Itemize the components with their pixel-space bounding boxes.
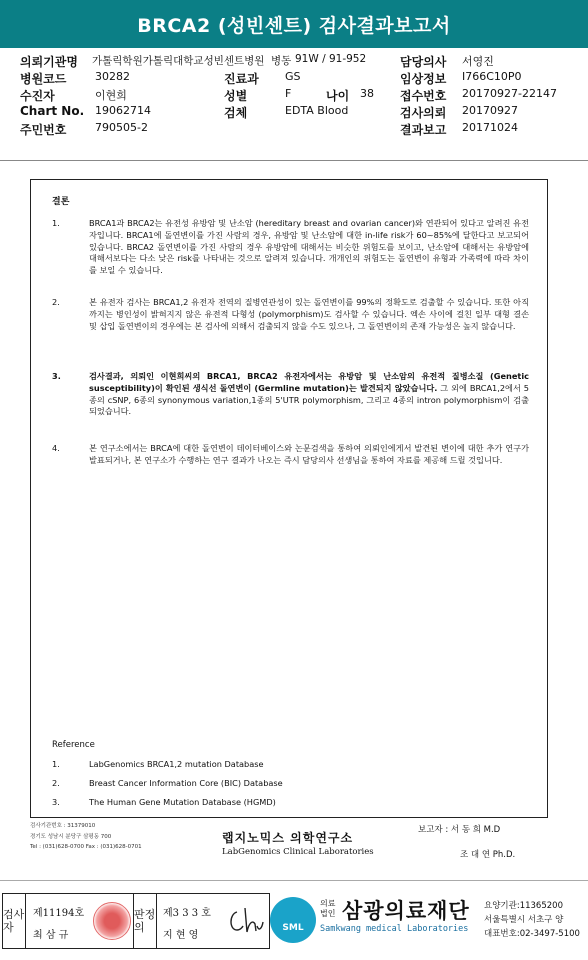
sex-label: 성별: [224, 89, 248, 103]
specimen-label: 검체: [224, 106, 248, 120]
request-value: 20170927: [462, 104, 518, 117]
reference-text: LabGenomics BRCA1,2 mutation Database: [89, 759, 264, 769]
age-label: 나이: [326, 89, 350, 103]
patient-info: [20, 52, 580, 137]
seal-icon: [93, 902, 131, 940]
variant-summary: 그 외에 BRCA1,2에서 5종의 cSNP, 6종의 synonymous variation,1종의 5'UTR polymorphism, 그리고 4종의 intron polymorphism이 검출되었습니다.: [89, 382, 529, 417]
dept-value: GS: [285, 70, 301, 83]
specimen-value: EDTA Blood: [285, 104, 349, 117]
hospital-code-value: 30282: [95, 70, 130, 83]
section-text: [89, 371, 529, 418]
clinical-label: 임상정보: [400, 72, 447, 86]
reference-text: The Human Gene Mutation Database (HGMD): [89, 797, 276, 807]
examiner-label: 검사자: [3, 894, 26, 948]
institution-label: 의뢰기관명: [20, 55, 78, 69]
chart-value: 19062714: [95, 104, 151, 117]
institution-value: 가톨릭학원가톨릭대학교성빈센트병원: [92, 55, 265, 67]
result-statement: 검사결과, 의뢰인 이현희씨의 BRCA1, BRCA2 유전자에서는 유방암 및 난소암의 유전적 질병소질 (Genetic susceptibility)이 확인된 생식선 돌연변이 (Germline mutation)는 발견되지 않았습니다.: [89, 371, 529, 393]
footer-divider: [0, 880, 588, 881]
sex-value: F: [285, 87, 292, 100]
doctor-value: 서영진: [462, 55, 494, 68]
reference-number: 3.: [52, 797, 60, 807]
ward-label: 병동: [271, 55, 292, 67]
section-text: 본 유전자 검사는 BRCA1,2 유전자 전역의 질병연관성이 있는 돌연변이를 99%의 정확도로 검출할 수 있습니다. 또한 아직까지는 병인성이 밝혀지지 않은 유전적 다형성 (polymorphism)도 검사할 수 있습니다. 엑손 사이에 걸친 일부 대형 결손 및 삽입 돌연변이의 경우에는 본 검사에 의해서 검출되지 않을 수도 있으나, 그 돌연변이의 존재 가능성은 높지 않습니다.: [89, 297, 529, 331]
age-value: 38: [360, 87, 374, 100]
reporter: 보고자 : 서 동 희 M.D: [418, 825, 501, 835]
org-phone: 대표번호:02-3497-5100: [484, 929, 580, 939]
org-code: 요양기관:11365200: [484, 901, 563, 911]
section-text: 본 연구소에서는 BRCA에 대한 돌연변이 데이터베이스와 논문검색을 통하여 의뢰인에게서 발견된 변이에 대한 추가 연구가 발표되거나, 본 연구소가 수행하는 연구 결과가 나오는 즉시 담당의사 선생님을 통하여 자료를 제공해 드릴 것입니다.: [89, 443, 529, 465]
org-type-line: 의료: [320, 899, 336, 908]
report-date-label: 결과보고: [400, 123, 447, 137]
resident-label: 주민번호: [20, 123, 67, 137]
report-date-value: 20171024: [462, 121, 518, 134]
org-type: [320, 899, 335, 919]
reviewer: 조 대 연 Ph.D.: [460, 850, 516, 860]
reference-number: 1.: [52, 759, 60, 769]
judge-label: 판정의: [133, 894, 157, 948]
judge-license: 제3 3 3 호: [163, 908, 211, 919]
report-title: BRCA2 (성빈센트) 검사결과보고서: [0, 0, 588, 48]
report-body: [30, 179, 548, 818]
lab-name-kr: 랩지노믹스 의학연구소: [222, 831, 354, 845]
org-type-line: 법인: [320, 909, 336, 918]
org-name-en: Samkwang medical Laboratories: [320, 924, 469, 934]
lab-name-en: LabGenomics Clinical Laboratories: [222, 847, 374, 857]
hospital-code-label: 병원코드: [20, 72, 67, 86]
approval-stamp-box: [2, 893, 270, 949]
resident-value: 790505-2: [95, 121, 148, 134]
lab-reg-no: 검사기관번호 : 31379010: [30, 823, 96, 829]
org-address: 서울특별시 서초구 양: [484, 915, 564, 925]
ward-value: 91W / 91-952: [295, 53, 367, 65]
examiner-name: 최 삼 규: [33, 930, 69, 941]
sml-logo-icon: [270, 897, 316, 943]
doctor-label: 담당의사: [400, 55, 447, 69]
receipt-label: 접수번호: [400, 89, 447, 103]
logo-text: SML: [282, 923, 304, 933]
examiner-license: 제11194호: [33, 908, 85, 919]
reference-number: 2.: [52, 778, 60, 788]
dept-label: 진료과: [224, 72, 259, 86]
section-number: 4.: [52, 443, 60, 453]
reference-heading: Reference: [52, 740, 95, 750]
signature-icon: [225, 904, 265, 938]
section-text: BRCA1과 BRCA2는 유전성 유방암 및 난소암 (hereditary breast and ovarian cancer)와 연관되어 있다고 알려진 유전자입니다. BRCA1에 돌연변이를 가진 사람의 경우, 유방암 및 난소암에 대한 in-life risk가 60~85%에 달한다고 보고되어 있습니다. BRCA2 돌연변이를 가진 사람의 경우 유방암에 대해서는 비슷한 위험도를 보이고, 난소암에 대해서는 유방암에 대해서보다는 다소 낮은 risk를 나타내는 것으로 알려져 있습니다. 개개인의 위험도는 돌연변이 유형과 가족력에 따라 차이를 보일 수 있습니다.: [89, 218, 529, 276]
section-number: 2.: [52, 297, 60, 307]
patient-value: 이현희: [95, 89, 127, 102]
header-divider: [0, 160, 588, 161]
patient-label: 수진자: [20, 89, 55, 103]
reference-text: Breast Cancer Information Core (BIC) Database: [89, 778, 283, 788]
org-name: 삼광의료재단: [342, 899, 470, 923]
section-number: 1.: [52, 218, 60, 228]
chart-label: Chart No.: [20, 104, 85, 118]
lab-address: 경기도 성남시 분당구 삼평동 700: [30, 834, 112, 840]
section-number: 3.: [52, 371, 61, 381]
judge-name: 지 현 영: [163, 930, 199, 941]
request-label: 검사의뢰: [400, 106, 447, 120]
lab-phone: Tel : (031)628-0700 Fax : (031)628-0701: [30, 844, 142, 850]
clinical-value: I766C10P0: [462, 70, 522, 83]
receipt-value: 20170927-22147: [462, 87, 557, 100]
conclusion-heading: 결론: [52, 197, 70, 207]
